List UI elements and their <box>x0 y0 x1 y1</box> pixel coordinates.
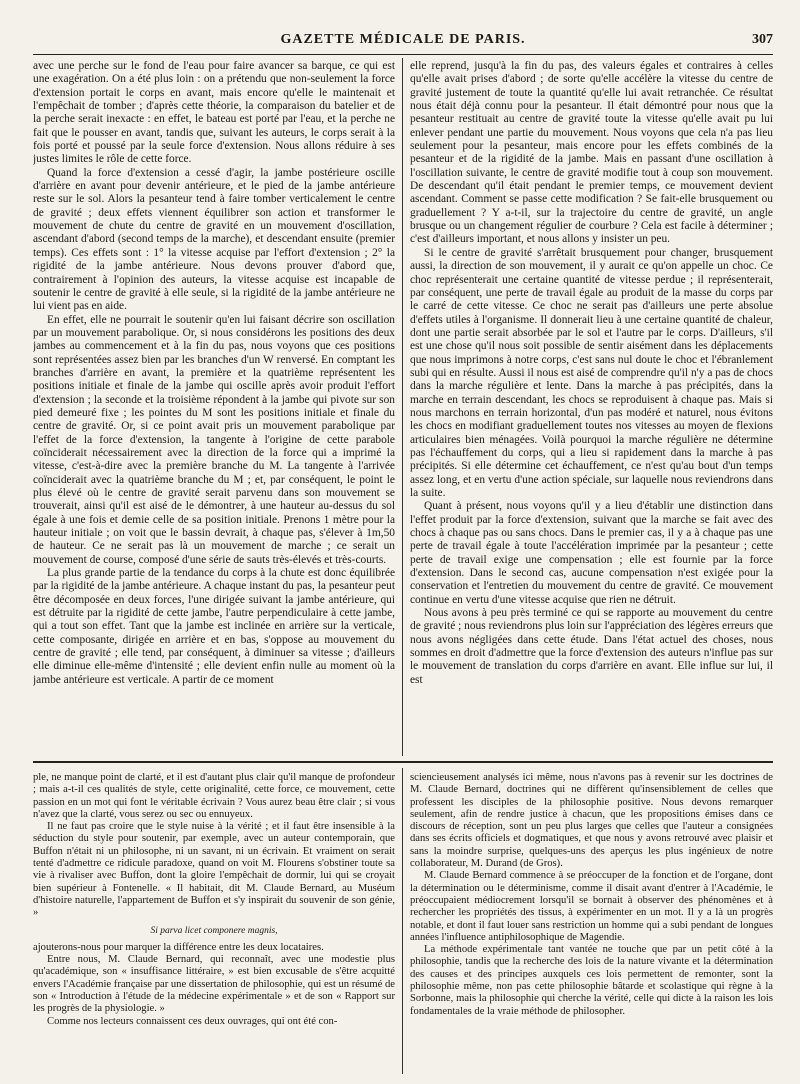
paragraph: Si le centre de gravité s'arrêtait brusquement pour changer, brusquement aussi, la direction de son mouvement, il y aurait ce qu'on appelle un choc. Ce choc représenterait une certaine quantité de vitesse perdue ; il représenterait, par conséquent, une perte de travail égale au produit de la masse du corps par le carré de cette vitesse. Ce choc ne serait pas d'ailleurs une perte absolue d'effets utiles à l'organisme. Il donnerait lieu à une certaine quantité de chaleur, dont une partie serait absorbée par le sol et l'autre par le corps. D'ailleurs, s'il est une chose qu'il nous soit possible de sentir aisément dans les déplacements que nous imprimons à notre corps, c'est sans nul doute le choc et l'ébranlement subi qui en résulte. Aussi il nous est aisé de comprendre qu'il n'y a pas de chocs dans la marche régulière et lente. Dans la marche à pas précipités, dans la marche en terrain descendant, les chocs se reproduisent à chaque pas. Mais si nous marchons en terrain horizontal, d'un pas modéré et naturel, nous évitons les chocs en modifiant graduellement toutes nos vitesses au moyen de flexions articulaires bien ménagées. Voilà pourquoi la marche régulière ne détermine pas l'échauffement du corps, qui a lieu si rapidement dans la marche à pas précipités. Si elle détermine cet échauffement, ce n'est qu'au bout d'un temps assez long, et en vertu d'une action spéciale, sur laquelle nous reviendrons dans la suite. <box>410 246 773 499</box>
latin-quote: Si parva licet componere magnis, <box>150 925 278 936</box>
top-right-column <box>410 60 773 756</box>
journal-title: GAZETTE MÉDICALE DE PARIS. <box>280 32 526 47</box>
paragraph: ajouterons-nous pour marquer la différence entre les deux locataires. <box>33 941 324 953</box>
paragraph: Quand la force d'extension a cessé d'agir, la jambe postérieure oscille d'arrière en avant pour devenir antérieure, et le pied de la jambe antérieure reste sur le sol. Alors la pesanteur tend à faire tomber verticalement le centre de gravité ; deux effets viennent équilibrer son action et transformer le mouvement de chute du centre de gravité en un mouvement d'oscillation, ascendant d'abord (second temps de la marche), et descendant ensuite (premier temps). Ces effets sont : 1° la vitesse acquise par l'effort d'extension ; 2° la rigidité de la jambe antérieure. Nous devons prouver d'abord que, contrairement à l'opinion des auteurs, la vitesse acquise est incapable de soutenir le centre de gravité à elle seule, si la rigidité de la jambe antérieure ne lui vient pas en aide. <box>33 166 395 313</box>
paragraph: Comme nos lecteurs connaissent ces deux ouvrages, qui ont été con- <box>47 1015 338 1027</box>
page-header <box>33 30 773 52</box>
paragraph: La plus grande partie de la tendance du corps à la chute est donc équilibrée par la rigidité de la jambe antérieure. A chaque instant du pas, la pesanteur peut être décomposée en deux forces, l'une dirigée suivant la jambe antérieure, qui est détruite par la rigidité de cette jambe, l'autre perpendiculaire à cette jambe, qui a tout son effet. Tant que la jambe est inclinée en arrière sur la verticale, cette composante, dirigée en arrière et en bas, s'oppose au mouvement du centre de gravité ; elle tend, par conséquent, à diminuer sa vitesse ; d'ailleurs elle diminue elle-même d'intensité ; elle devient enfin nulle au moment où la jambe antérieure est verticale. A partir de ce moment <box>33 567 395 686</box>
paragraph: sciencieusement analysés ici même, nous n'avons pas à revenir sur les doctrines de M. Claude Bernard, doctrines qui ne diffèrent qu'insensiblement de celles que professent les disciples de la philosophie positive. Nous devons remarquer seulement, afin de rendre justice à chacun, que les propositions émises dans ce discours de réception, sont un peu plus larges que celles que l'auteur a consignées dans ses écrits officiels et dogmatiques, et que nous y avons retrouvé avec plaisir et sans la moindre surprise, quelques-uns des aperçus les plus ingénieux de notre collaborateur, M. Durand (de Gros). <box>410 772 773 870</box>
paragraph: M. Claude Bernard commence à se préoccuper de la fonction et de l'organe, dont la détermination ou le déterminisme, comme il disait avant d'entrer à l'Académie, le préoccupaient médiocrement lorsqu'il se bornait à observer des phénomènes et à rechercher les propriétés des tissus, à expérimenter en un mot. Il y a là un progrès notable, et dont il faut louer sans restriction un homme qui a subi pendant de longues années l'influence antiphilosophique de Magendie. <box>410 870 773 943</box>
paragraph: En effet, elle ne pourrait le soutenir qu'en lui faisant décrire son oscillation par un mouvement parabolique. Or, si nous considérons les positions des deux jambes au commencement et à la fin du pas, nous voyons que ces positions sont représentées assez bien par les branches d'un W renversé. En comptant les branches d'arrière en avant, la première et la quatrième représentent les positions initiale et finale de la jambe qui oscille après avoir produit l'effort d'extension ; la seconde et la troisième répondent à la jambe qui pivote sur son pied demeuré fixe ; les pointes du M sont les positions initiale et finale du centre de gravité. Or, si ce point avait pris un mouvement parabolique par l'effet de la force d'extension, la tangente à l'origine de cette parabole coïnciderait nécessairement avec la direction de la force qui a imprimé la vitesse, c'est-à-dire avec la première branche du M. La tangente à l'arrivée coïnciderait avec la quatrième branche du M ; et, par conséquent, le point le plus élevé où le centre de gravité serait parvenu dans son mouvement se trouverait, ainsi qu'il est aisé de le démontrer, à une hauteur au-dessus du sol égale à une fois et demie celle de sa position initiale. Prenons 1 mètre pour la hauteur initiale ; on voit que le bassin devrait, à chaque pas, s'élever à 1m,50 de hauteur. Ce ne serait pas là un mouvement de marche ; ce serait un mouvement de course, composé d'une série de sauts très-élevés et très-courts. <box>33 313 395 566</box>
paragraph: Nous avons à peu près terminé ce qui se rapporte au mouvement du centre de gravité ; nous reviendrons plus loin sur l'appréciation des légères erreurs que nous avons négligées dans cette étude. Dans l'état actuel des choses, nous sommes en droit d'admettre que la force d'extension des auteurs n'influe pas sur le mouvement de translation du corps d'arrière en avant. Elle influe sur lui, il est <box>410 607 773 686</box>
bottom-right-column <box>410 772 773 1072</box>
paragraph: avec une perche sur le fond de l'eau pour faire avancer sa barque, ce qui est une exagération. On a été plus loin : on a prétendu que non-seulement la force d'extension portait le corps en avant, mais encore qu'elle le maintenait et l'empêchait de tomber ; d'après cette théorie, la comparaison du batelier et de la perche serait inexacte : en effet, le bateau est porté par l'eau, et la perche ne fait que le pousser en avant, tandis que, suivant les auteurs, le corps serait à la fois porté et poussé par la seule force d'extension. Nous allons réduire à ses justes limites le rôle de cette force. <box>33 60 395 166</box>
top-left-column <box>33 60 395 756</box>
paragraph: ple, ne manque point de clarté, et il est d'autant plus clair qu'il manque de profondeur ; mais a-t-il ces qualités de style, cette originalité, cette force, ce mouvement, cette passion en un mot qui font le véritable écrivain ? Vous aurez beau être clair ; si vous n'avez que la clarté, vous serez ou sec ou ennuyeux. <box>33 772 395 820</box>
section-rule <box>33 761 773 763</box>
bottom-left-column <box>33 772 395 1072</box>
paragraph: La méthode expérimentale tant vantée ne touche que par un petit côté à la philosophie, tandis que la recherche des lois de la nature vivante et la détermination des causes et des principes auxquels ces lois permettent de remonter, sont la philosophie même, non pas cette philosophie bâtarde et scolastique qui règne à la Sorbonne, mais la philosophie qui cherche la vérité, celle qui dicte à la raison les lois fondamentales de la vraie méthode de philosopher. <box>410 944 773 1017</box>
header-rule <box>33 54 773 55</box>
paragraph: Entre nous, M. Claude Bernard, qui reconnaît, avec une modestie plus qu'académique, son « insuffisance littéraire, » est bien excusable de s'être acquitté envers l'Académie française par une dissertation de philosophie, qui est un résumé de son « Introduction à l'étude de la médecine expérimentale » et de son « Rapport sur les progrès de la physiologie. » <box>33 954 395 1015</box>
column-divider <box>402 58 403 756</box>
paragraph: Il ne faut pas croire que le style nuise à la vérité ; et il faut être insensible à la séduction du style pour soutenir, par exemple, avec un auteur contemporain, que Buffon n'était ni un philosophe, ni un savant, ni un écrivain. Et vraiment on serait tenté d'admettre ce ridicule paradoxe, quand on voit M. Flourens s'obstiner toute sa vie à rivaliser avec Buffon, dont la gloire l'empêchait de dormir, lui qui se croyait bien supérieur à Fontenelle. « Il habitait, dit M. Claude Bernard, au Muséum d'histoire naturelle, l'appartement de Buffon et s'y inspirait du souvenir de son génie, » <box>33 821 395 919</box>
paragraph: elle reprend, jusqu'à la fin du pas, des valeurs égales et contraires à celles qu'elle avait prises d'abord ; de sorte qu'elle accélère la vitesse du centre de gravité justement de toute la quantité qu'elle lui avait retranchée. Ce résultat nous était déjà connu pour la pesanteur. Il était démontré pour nous que la pesanteur restituait au centre de gravité toute la vitesse qu'elle avait pu lui enlever pendant une partie du mouvement. Nous voyons que cela n'a pas lieu seulement pour la pesanteur, mais encore pour les effets combinés de la pesanteur et de la rigidité de la jambe. Mais en passant d'une oscillation à l'oscillation suivante, le centre de gravité modifie tout à coup son mouvement. De descendant qu'il était pendant le premier temps, ce mouvement devient ascendant. Comment se passe cette modification ? Se fait-elle brusquement ou graduellement ? Y a-t-il, sur la trajectoire du centre de gravité, un angle brusque ou un changement régulier de courbure ? Cela est facile à déterminer ; c'est d'ailleurs important, et nous allons y insister un peu. <box>410 60 773 246</box>
page-number: 307 <box>752 32 773 47</box>
column-divider <box>402 768 403 1074</box>
paragraph: Quant à présent, nous voyons qu'il y a lieu d'établir une distinction dans l'effet produit par la force d'extension, suivant que la marche se fait avec des chocs à chaque pas ou sans chocs. Dans le premier cas, il y a à chaque pas une perte de travail égale à toute l'accélération imprimée par la pesanteur ; cette perte de travail exige une compensation ; elle est fournie par la force d'extension. Dans le second cas, aucune compensation n'est exigée pour la conservation et l'entretien du mouvement du centre de gravité. Ce mouvement continue en vertu d'une vitesse acquise que rien ne détruit. <box>410 500 773 606</box>
